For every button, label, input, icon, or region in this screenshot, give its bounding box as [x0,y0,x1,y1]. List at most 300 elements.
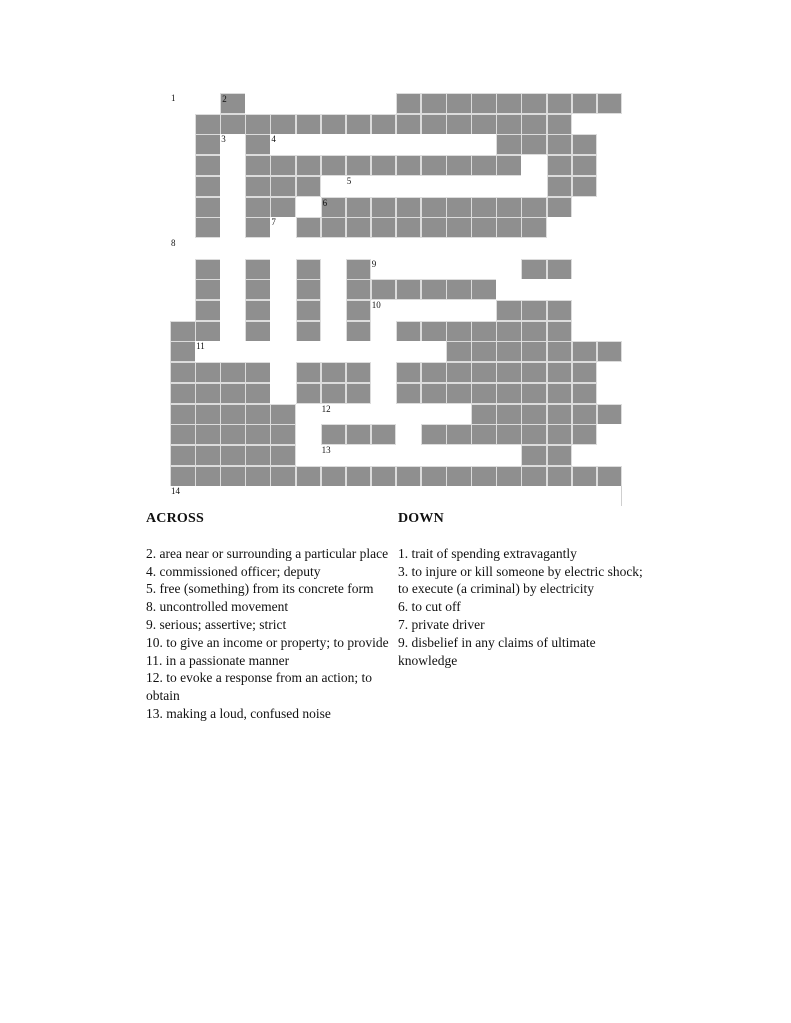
down-clue: 1. trait of spending extravagantly [398,545,577,561]
black-cell [521,300,547,321]
white-cell[interactable] [296,238,322,259]
black-cell [471,217,497,238]
down-heading: DOWN [398,511,444,526]
black-cell [521,197,547,218]
black-cell [321,424,347,445]
down-clue: 7. private driver [398,616,485,632]
white-cell[interactable] [597,197,623,218]
black-cell [346,114,372,135]
white-cell[interactable] [371,259,397,280]
white-cell[interactable] [572,300,598,321]
black-cell [220,383,246,404]
black-cell [346,383,372,404]
black-cell [421,197,447,218]
white-cell[interactable] [547,238,573,259]
white-cell[interactable] [220,155,246,176]
black-cell [195,197,221,218]
white-cell[interactable] [170,197,196,218]
white-cell[interactable] [597,176,623,197]
black-cell [296,279,322,300]
white-cell[interactable] [245,238,271,259]
black-cell [296,217,322,238]
white-cell[interactable] [597,238,623,259]
white-cell[interactable] [572,238,598,259]
black-cell [195,114,221,135]
black-cell [245,134,271,155]
clue-number: 7 [271,217,276,228]
white-cell[interactable] [521,155,547,176]
black-cell [446,383,472,404]
black-cell [471,93,497,114]
white-cell[interactable] [471,176,497,197]
black-cell [421,383,447,404]
white-cell[interactable] [421,134,447,155]
black-cell [572,341,598,362]
white-cell[interactable] [371,445,397,466]
black-cell [321,114,347,135]
white-cell[interactable] [296,486,322,507]
black-cell [446,424,472,445]
black-cell [446,155,472,176]
black-cell [521,341,547,362]
white-cell[interactable] [220,486,246,507]
white-cell[interactable] [597,383,623,404]
black-cell [547,197,573,218]
black-cell [496,93,522,114]
black-cell [195,445,221,466]
black-cell [547,93,573,114]
white-cell[interactable] [321,321,347,342]
white-cell[interactable] [572,197,598,218]
white-cell[interactable] [547,486,573,507]
white-cell[interactable] [321,279,347,300]
white-cell[interactable] [371,404,397,425]
clue-number: 8 [171,237,176,248]
clue-number: 11 [196,341,205,352]
white-cell[interactable] [496,259,522,280]
black-cell [270,466,296,487]
black-cell [496,300,522,321]
black-cell [321,383,347,404]
white-cell[interactable] [421,486,447,507]
black-cell [245,445,271,466]
white-cell[interactable] [371,341,397,362]
black-cell [521,424,547,445]
black-cell [245,217,271,238]
white-cell[interactable] [521,279,547,300]
black-cell [396,155,422,176]
white-cell[interactable] [170,259,196,280]
black-cell [346,362,372,383]
white-cell[interactable] [371,93,397,114]
white-cell[interactable] [321,341,347,362]
white-cell[interactable] [396,134,422,155]
white-cell[interactable] [296,424,322,445]
white-cell[interactable] [220,197,246,218]
black-cell [346,300,372,321]
black-cell [471,321,497,342]
white-cell[interactable] [446,486,472,507]
white-cell[interactable] [195,238,221,259]
black-cell [446,114,472,135]
black-cell [195,176,221,197]
black-cell [421,217,447,238]
black-cell [521,259,547,280]
white-cell[interactable] [572,259,598,280]
white-cell[interactable] [396,404,422,425]
across-clue: 11. in a passionate manner [146,652,290,668]
white-cell[interactable] [572,279,598,300]
white-cell[interactable] [371,362,397,383]
white-cell[interactable] [296,341,322,362]
black-cell [371,155,397,176]
white-cell[interactable] [396,424,422,445]
black-cell [496,341,522,362]
white-cell[interactable] [270,321,296,342]
black-cell [471,114,497,135]
white-cell[interactable] [521,486,547,507]
white-cell[interactable] [321,445,347,466]
white-cell[interactable] [396,176,422,197]
black-cell [496,114,522,135]
black-cell [496,134,522,155]
white-cell[interactable] [421,404,447,425]
white-cell[interactable] [321,93,347,114]
black-cell [471,404,497,425]
white-cell[interactable] [346,404,372,425]
white-cell[interactable] [597,134,623,155]
black-cell [296,321,322,342]
black-cell [446,321,472,342]
white-cell[interactable] [170,93,196,114]
black-cell [547,466,573,487]
black-cell [396,362,422,383]
black-cell [396,466,422,487]
black-cell [597,93,623,114]
white-cell[interactable] [471,238,497,259]
white-cell[interactable] [471,259,497,280]
black-cell [547,259,573,280]
white-cell[interactable] [446,176,472,197]
black-cell [346,466,372,487]
white-cell[interactable] [396,259,422,280]
white-cell[interactable] [195,341,221,362]
white-cell[interactable] [296,93,322,114]
black-cell [195,424,221,445]
black-cell [471,341,497,362]
black-cell [270,424,296,445]
black-cell [170,321,196,342]
black-cell [572,134,598,155]
white-cell[interactable] [371,321,397,342]
white-cell[interactable] [220,238,246,259]
white-cell[interactable] [421,176,447,197]
black-cell [296,300,322,321]
white-cell[interactable] [296,445,322,466]
down-clue: 6. to cut off [398,599,461,615]
white-cell[interactable] [396,445,422,466]
black-cell [245,424,271,445]
black-cell [496,155,522,176]
down-clue: 3. to injure or kill someone by electric shock; to execute (a criminal) by electricity [398,563,643,597]
black-cell [321,217,347,238]
clue-number: 4 [271,134,276,145]
white-cell[interactable] [446,445,472,466]
black-cell [321,362,347,383]
white-cell[interactable] [446,300,472,321]
black-cell [321,197,347,218]
white-cell[interactable] [220,217,246,238]
white-cell[interactable] [321,176,347,197]
black-cell [471,197,497,218]
white-cell[interactable] [421,259,447,280]
white-cell[interactable] [396,238,422,259]
white-cell[interactable] [270,93,296,114]
across-clue: 12. to evoke a response from an action; to obtain [146,670,373,704]
white-cell[interactable] [220,259,246,280]
white-cell[interactable] [547,217,573,238]
black-cell [446,93,472,114]
black-cell [195,155,221,176]
white-cell[interactable] [597,155,623,176]
black-cell [170,341,196,362]
black-cell [421,279,447,300]
white-cell[interactable] [170,155,196,176]
white-cell[interactable] [471,486,497,507]
white-cell[interactable] [170,486,196,507]
white-cell[interactable] [346,176,372,197]
white-cell[interactable] [220,134,246,155]
black-cell [245,466,271,487]
white-cell[interactable] [346,486,372,507]
white-cell[interactable] [195,93,221,114]
black-cell [547,383,573,404]
clue-number: 9 [371,258,377,269]
black-cell [195,466,221,487]
white-cell[interactable] [321,238,347,259]
black-cell [421,114,447,135]
white-cell[interactable] [572,445,598,466]
white-cell[interactable] [597,114,623,135]
white-cell[interactable] [296,404,322,425]
black-cell [521,466,547,487]
white-cell[interactable] [421,300,447,321]
white-cell[interactable] [346,341,372,362]
black-cell [270,155,296,176]
black-cell [547,134,573,155]
white-cell[interactable] [270,217,296,238]
black-cell [296,259,322,280]
white-cell[interactable] [496,238,522,259]
white-cell[interactable] [170,176,196,197]
white-cell[interactable] [170,114,196,135]
white-cell[interactable] [270,383,296,404]
white-cell[interactable] [270,362,296,383]
white-cell[interactable] [170,217,196,238]
black-cell [547,300,573,321]
white-cell[interactable] [421,445,447,466]
clue-number: 3 [221,134,226,145]
black-cell [296,466,322,487]
white-cell[interactable] [346,445,372,466]
black-cell [371,424,397,445]
crossword-grid [170,93,622,507]
black-cell [547,341,573,362]
white-cell[interactable] [421,238,447,259]
white-cell[interactable] [270,238,296,259]
clue-number: 1 [171,93,176,103]
black-cell [597,404,623,425]
white-cell[interactable] [396,341,422,362]
white-cell[interactable] [597,445,623,466]
black-cell [220,114,246,135]
white-cell[interactable] [597,424,623,445]
clue-number: 13 [321,444,331,455]
across-clue: 10. to give an income or property; to provide [146,634,389,650]
white-cell[interactable] [270,134,296,155]
white-cell[interactable] [321,259,347,280]
white-cell[interactable] [471,445,497,466]
white-cell[interactable] [446,134,472,155]
black-cell [170,404,196,425]
white-cell[interactable] [170,300,196,321]
white-cell[interactable] [421,341,447,362]
black-cell [346,321,372,342]
black-cell [521,114,547,135]
white-cell[interactable] [270,279,296,300]
white-cell[interactable] [220,300,246,321]
black-cell [521,445,547,466]
clue-number: 5 [346,175,352,186]
black-cell [446,341,472,362]
white-cell[interactable] [496,279,522,300]
black-cell [496,321,522,342]
across-clues [146,510,394,723]
black-cell [446,362,472,383]
across-heading: ACROSS [146,511,204,526]
white-cell[interactable] [346,238,372,259]
white-cell[interactable] [471,134,497,155]
white-cell[interactable] [597,217,623,238]
black-cell [521,134,547,155]
black-cell [446,466,472,487]
white-cell[interactable] [270,259,296,280]
white-cell[interactable] [396,300,422,321]
white-cell[interactable] [521,176,547,197]
white-cell[interactable] [597,259,623,280]
white-cell[interactable] [371,176,397,197]
black-cell [220,445,246,466]
white-cell[interactable] [572,321,598,342]
white-cell[interactable] [371,238,397,259]
black-cell [296,155,322,176]
white-cell[interactable] [220,279,246,300]
white-cell[interactable] [371,134,397,155]
black-cell [245,176,271,197]
white-cell[interactable] [597,486,623,507]
white-cell[interactable] [547,279,573,300]
white-cell[interactable] [270,300,296,321]
black-cell [245,300,271,321]
white-cell[interactable] [220,176,246,197]
white-cell[interactable] [170,279,196,300]
black-cell [220,93,246,114]
white-cell[interactable] [296,134,322,155]
black-cell [421,155,447,176]
black-cell [572,362,598,383]
grid-edge-line [621,486,622,506]
black-cell [471,424,497,445]
white-cell[interactable] [446,259,472,280]
white-cell[interactable] [245,341,271,362]
white-cell[interactable] [572,114,598,135]
white-cell[interactable] [195,486,221,507]
black-cell [597,466,623,487]
white-cell[interactable] [371,486,397,507]
white-cell[interactable] [496,176,522,197]
black-cell [572,155,598,176]
black-cell [195,321,221,342]
white-cell[interactable] [446,238,472,259]
white-cell[interactable] [371,383,397,404]
black-cell [572,93,598,114]
black-cell [170,445,196,466]
black-cell [346,424,372,445]
white-cell[interactable] [170,238,196,259]
black-cell [195,300,221,321]
white-cell[interactable] [245,486,271,507]
white-cell[interactable] [521,238,547,259]
white-cell[interactable] [245,93,271,114]
white-cell[interactable] [597,362,623,383]
white-cell[interactable] [572,486,598,507]
down-clue: 9. disbelief in any claims of ultimate knowledge [398,634,596,668]
white-cell[interactable] [346,134,372,155]
white-cell[interactable] [496,445,522,466]
white-cell[interactable] [597,279,623,300]
white-cell[interactable] [446,404,472,425]
white-cell[interactable] [321,300,347,321]
white-cell[interactable] [220,321,246,342]
white-cell[interactable] [371,300,397,321]
white-cell[interactable] [396,486,422,507]
white-cell[interactable] [346,93,372,114]
black-cell [195,362,221,383]
white-cell[interactable] [471,300,497,321]
white-cell[interactable] [296,197,322,218]
white-cell[interactable] [220,341,246,362]
white-cell[interactable] [170,134,196,155]
black-cell [245,383,271,404]
black-cell [521,362,547,383]
black-cell [521,93,547,114]
white-cell[interactable] [597,321,623,342]
white-cell[interactable] [321,134,347,155]
white-cell[interactable] [496,486,522,507]
black-cell [371,279,397,300]
white-cell[interactable] [572,217,598,238]
white-cell[interactable] [270,486,296,507]
black-cell [547,114,573,135]
white-cell[interactable] [597,300,623,321]
black-cell [296,176,322,197]
black-cell [195,279,221,300]
black-cell [195,134,221,155]
black-cell [496,383,522,404]
white-cell[interactable] [270,341,296,362]
white-cell[interactable] [321,486,347,507]
white-cell[interactable] [321,404,347,425]
